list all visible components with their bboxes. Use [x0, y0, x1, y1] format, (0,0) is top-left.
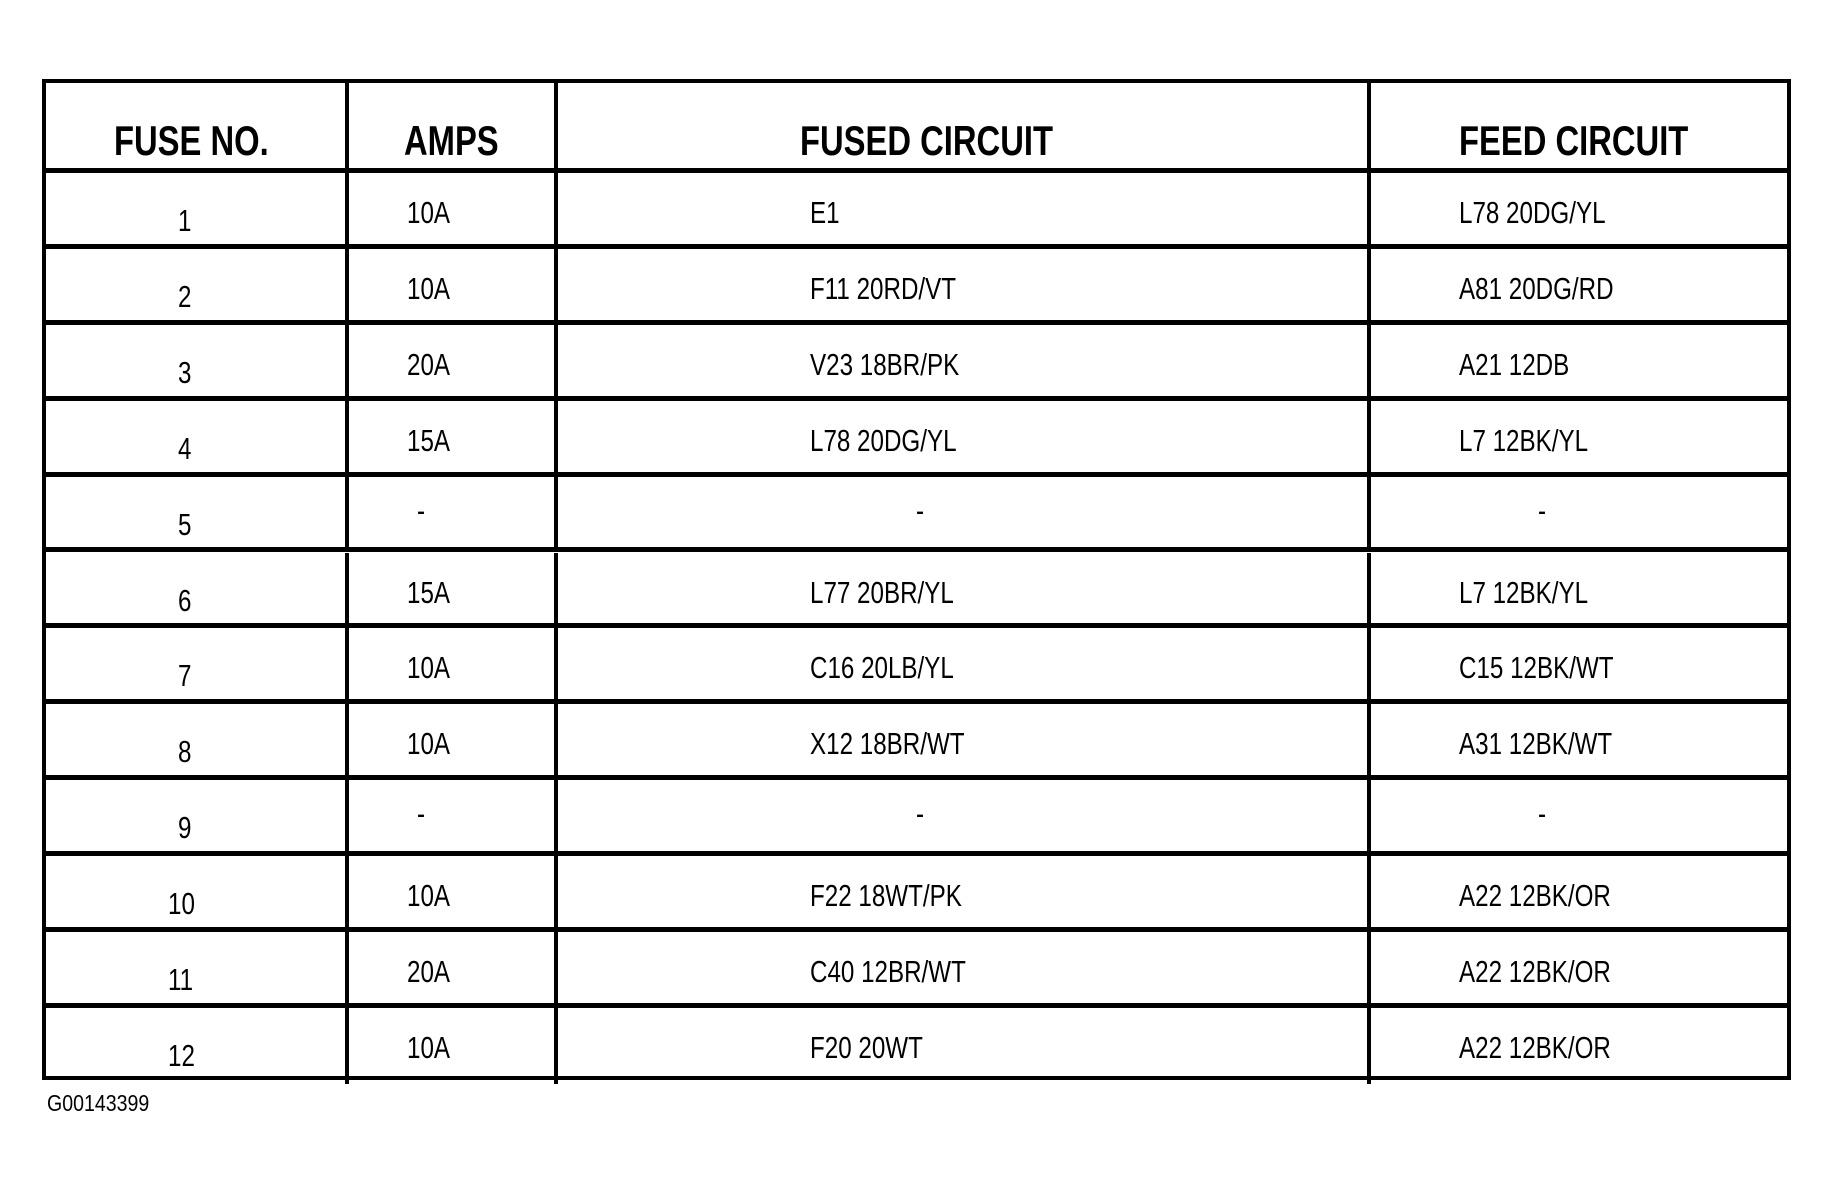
header-cell: [46, 83, 349, 168]
table-row: [46, 173, 1787, 249]
feed-circuit: -: [1538, 492, 1547, 528]
amps: 15A: [407, 422, 451, 458]
amps: 15A: [407, 574, 451, 610]
amps-cell: [349, 325, 558, 396]
fused-circuit: L78 20DG/YL: [810, 422, 957, 458]
amps-cell: [349, 173, 558, 244]
feed-circuit: A22 12BK/OR: [1459, 878, 1611, 914]
table-header: [46, 83, 1787, 173]
amps: 10A: [407, 195, 451, 230]
feed-circuit-cell: [1371, 477, 1787, 548]
fused-circuit-cell: [558, 477, 1371, 548]
fuse-no-cell: [46, 477, 349, 548]
table-row: [46, 704, 1787, 780]
amps-cell: [349, 1008, 558, 1084]
fused-circuit: C40 12BR/WT: [810, 954, 966, 989]
fused-circuit-cell: [558, 401, 1371, 472]
fused-circuit-cell: [558, 704, 1371, 775]
amps: 10A: [407, 650, 451, 686]
amps: 20A: [407, 346, 451, 382]
amps-cell: [349, 553, 558, 624]
fused-circuit: -: [916, 796, 925, 832]
table-row: [46, 553, 1787, 629]
fused-circuit-cell: [558, 173, 1371, 244]
feed-circuit-cell: [1371, 856, 1787, 927]
feed-circuit: A81 20DG/RD: [1459, 270, 1614, 306]
fused-circuit-cell: [558, 856, 1371, 927]
feed-circuit-cell: [1371, 704, 1787, 775]
amps-cell: [349, 704, 558, 775]
fused-circuit: C16 20LB/YL: [810, 650, 954, 686]
amps: -: [417, 492, 426, 528]
feed-circuit-cell: [1371, 249, 1787, 320]
feed-circuit-cell: [1371, 173, 1787, 244]
fuse-no: 1: [178, 203, 192, 238]
fuse-no-cell: [46, 325, 349, 396]
feed-circuit-cell: [1371, 780, 1787, 851]
fuse-no: 10: [168, 886, 195, 922]
fused-circuit: F22 18WT/PK: [810, 878, 962, 914]
table-row: [46, 780, 1787, 856]
fused-circuit: -: [916, 492, 925, 528]
fuse-no: 3: [178, 354, 192, 390]
fuse-no-cell: [46, 173, 349, 244]
amps: 10A: [407, 878, 451, 914]
header-cell: [1371, 83, 1787, 168]
table-row: [46, 628, 1787, 704]
fuse-no-cell: [46, 553, 349, 624]
amps: -: [417, 796, 426, 832]
fuse-no-cell: [46, 401, 349, 472]
fuse-no: 6: [178, 582, 192, 618]
table-row: [46, 1008, 1787, 1084]
amps: 10A: [407, 726, 451, 762]
fused-circuit: E1: [810, 195, 840, 230]
amps-cell: [349, 856, 558, 927]
header-feed-circuit: FEED CIRCUIT: [1459, 117, 1689, 164]
fused-circuit: X12 18BR/WT: [810, 726, 965, 762]
fused-circuit: V23 18BR/PK: [810, 346, 960, 382]
amps: 10A: [407, 1029, 451, 1065]
feed-circuit: A22 12BK/OR: [1459, 1029, 1611, 1065]
feed-circuit-cell: [1371, 553, 1787, 624]
table-row: [46, 932, 1787, 1008]
fuse-no-cell: [46, 249, 349, 320]
amps: 10A: [407, 270, 451, 306]
table-row: [46, 249, 1787, 325]
fused-circuit-cell: [558, 628, 1371, 699]
table-row: [46, 401, 1787, 477]
fuse-no-cell: [46, 932, 349, 1003]
fused-circuit-cell: [558, 1008, 1371, 1084]
feed-circuit: L78 20DG/YL: [1459, 195, 1606, 230]
fused-circuit: L77 20BR/YL: [810, 574, 954, 610]
feed-circuit-cell: [1371, 1008, 1787, 1084]
fused-circuit-cell: [558, 780, 1371, 851]
fuse-no-cell: [46, 1008, 349, 1084]
fused-circuit-cell: [558, 553, 1371, 624]
fuse-no: 9: [178, 810, 192, 846]
fuse-no-cell: [46, 856, 349, 927]
fuse-no-cell: [46, 704, 349, 775]
amps-cell: [349, 932, 558, 1003]
feed-circuit: -: [1538, 796, 1547, 832]
fuse-no: 7: [178, 658, 192, 694]
table-row: [46, 325, 1787, 401]
fuse-no: 11: [168, 962, 194, 997]
amps-cell: [349, 249, 558, 320]
fuse-no: 5: [178, 506, 192, 542]
header-fused-circuit: FUSED CIRCUIT: [800, 117, 1053, 164]
fuse-no: 4: [178, 430, 192, 466]
fuse-no-cell: [46, 780, 349, 851]
fused-circuit-cell: [558, 932, 1371, 1003]
feed-circuit-cell: [1371, 628, 1787, 699]
feed-circuit: A21 12DB: [1459, 346, 1570, 382]
feed-circuit: A31 12BK/WT: [1459, 726, 1613, 762]
fuse-no: 8: [178, 734, 192, 770]
feed-circuit: L7 12BK/YL: [1459, 574, 1589, 610]
fused-circuit-cell: [558, 325, 1371, 396]
amps-cell: [349, 780, 558, 851]
fuse-no: 2: [178, 278, 192, 314]
fuse-no-cell: [46, 628, 349, 699]
feed-circuit-cell: [1371, 401, 1787, 472]
header-amps: AMPS: [404, 117, 499, 164]
figure-code: G00143399: [47, 1090, 150, 1116]
feed-circuit-cell: [1371, 325, 1787, 396]
fuse-no: 12: [168, 1037, 195, 1073]
amps: 20A: [407, 954, 451, 989]
feed-circuit: L7 12BK/YL: [1459, 422, 1589, 458]
amps-cell: [349, 628, 558, 699]
fused-circuit-cell: [558, 249, 1371, 320]
fuse-table: [42, 79, 1791, 1080]
feed-circuit-cell: [1371, 932, 1787, 1003]
table-row: [46, 856, 1787, 932]
feed-circuit: C15 12BK/WT: [1459, 650, 1614, 686]
table-row: [46, 477, 1787, 553]
feed-circuit: A22 12BK/OR: [1459, 954, 1611, 989]
fused-circuit: F11 20RD/VT: [810, 270, 957, 306]
header-cell: [349, 83, 558, 168]
header-cell: [558, 83, 1371, 168]
header-fuse-no: FUSE NO.: [114, 117, 269, 164]
fused-circuit: F20 20WT: [810, 1029, 923, 1065]
amps-cell: [349, 477, 558, 548]
amps-cell: [349, 401, 558, 472]
